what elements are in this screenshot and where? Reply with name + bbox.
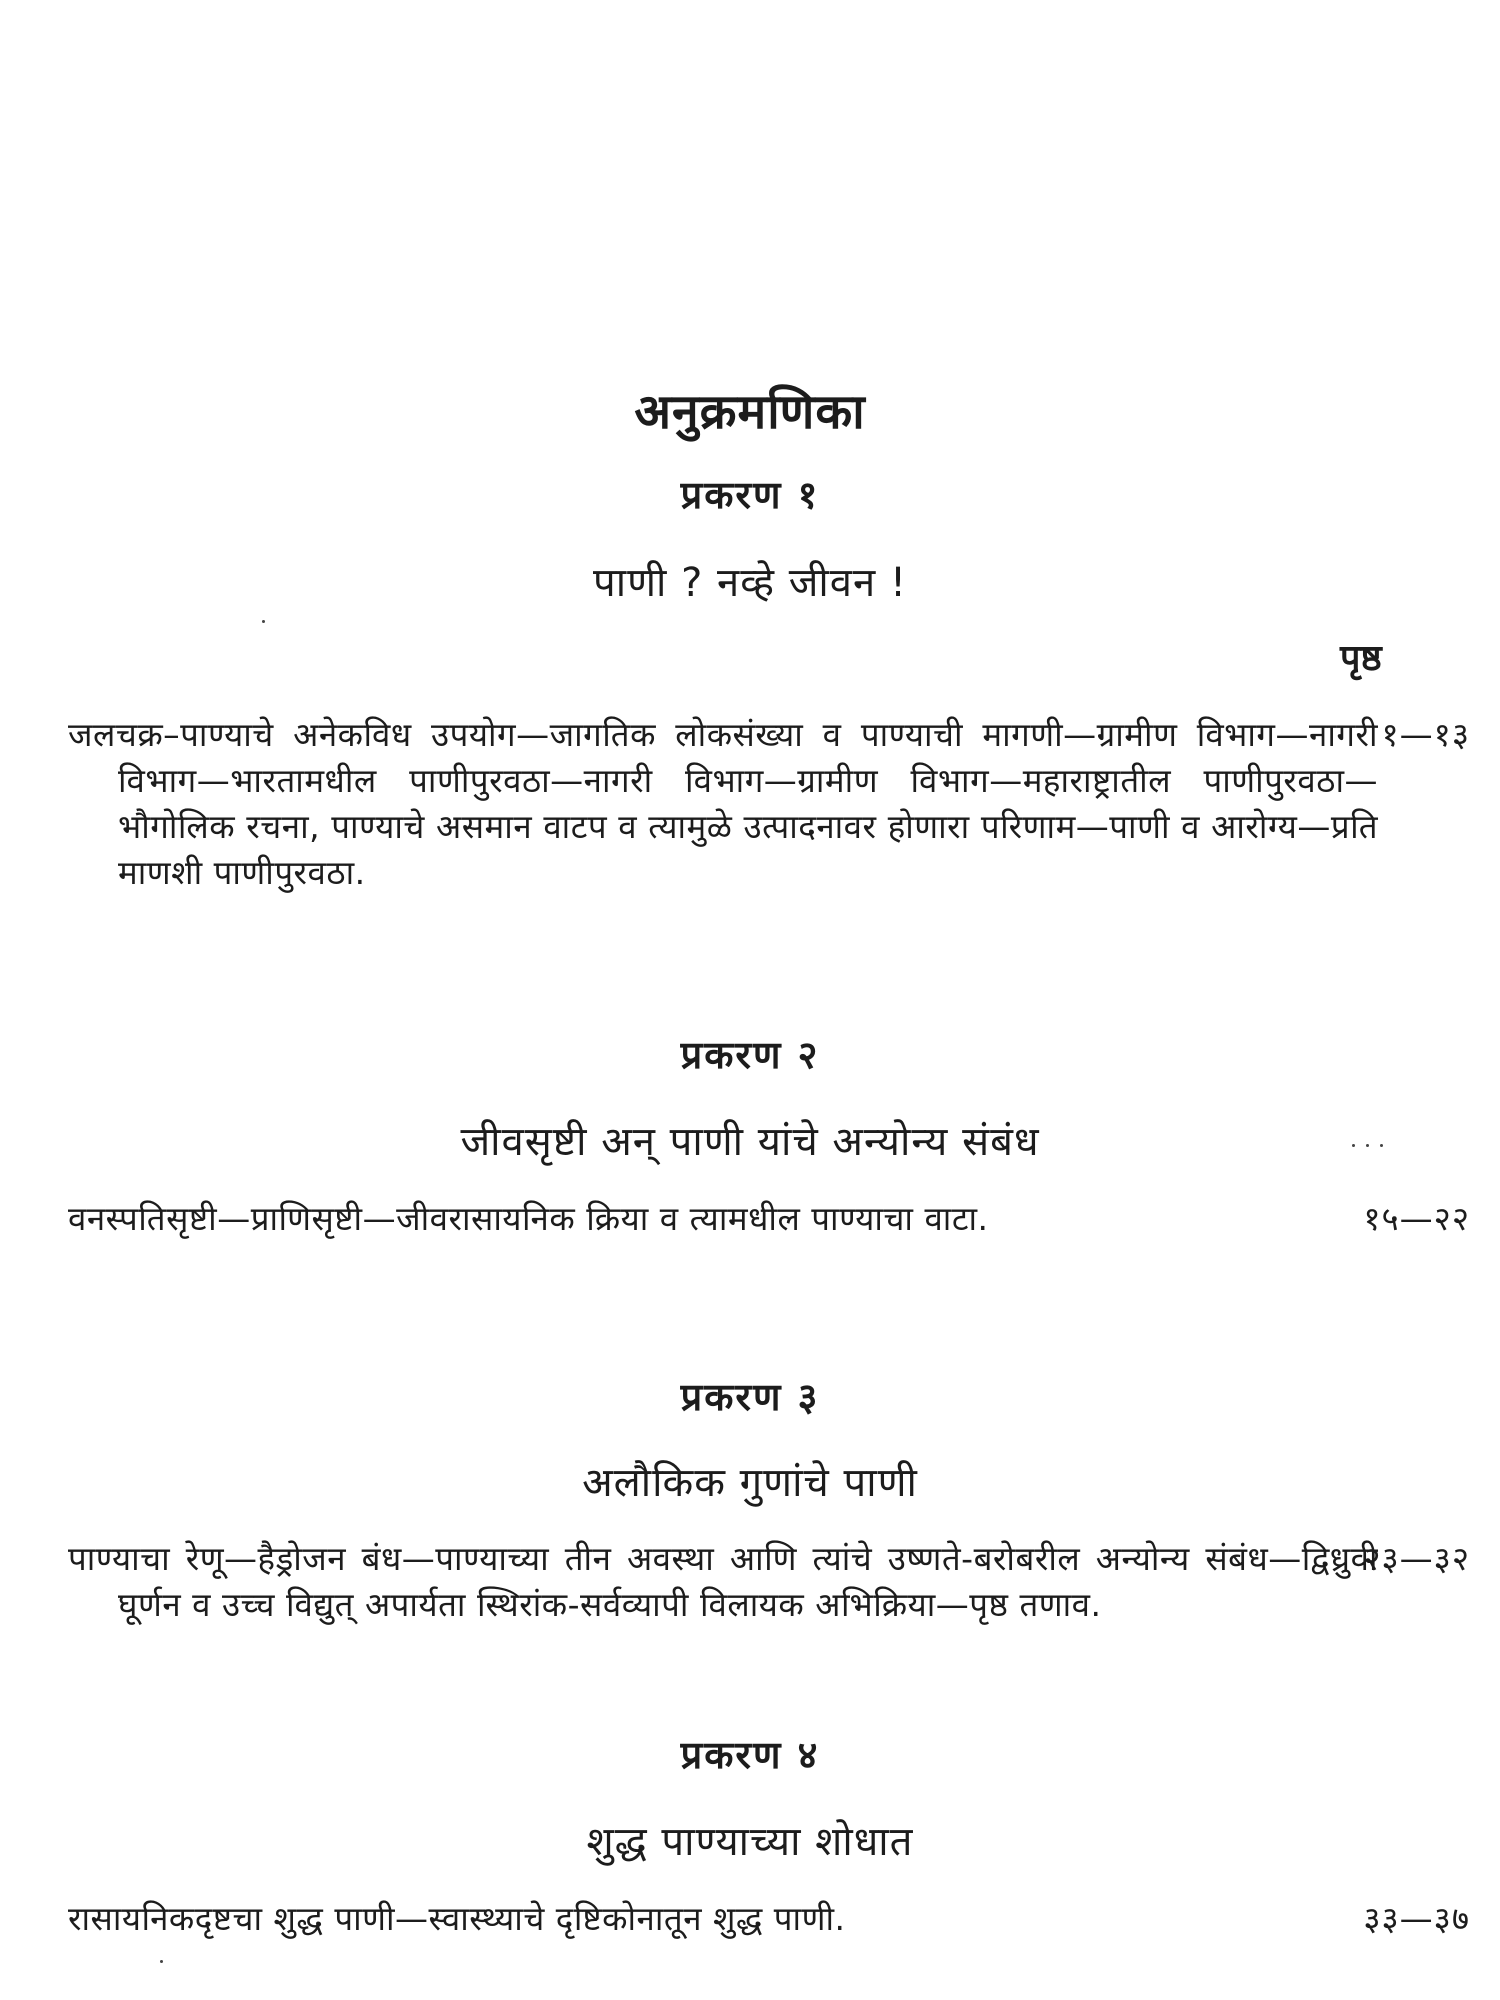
chapter-4-pages: ३३—३७ [1363,1899,1470,1938]
chapter-3-entry: पाण्याचा रेणू—हैड्रोजन बंध—पाण्याच्या तीन अवस्था आणि त्यांचे उष्णते-बरोबरील अन्योन्य संबंध—द्विध्रुवी घूर्णन व उच्च विद्युत् अपार्यता स्थिरांक-सर्वव्यापी विलायक अभिक्रिया—पृष्ठ तणाव. [68,1539,1378,1624]
chapter-3-label: प्रकरण ३ [680,1375,820,1419]
chapter-2-pages: १५—२२ [1363,1199,1470,1238]
chapter-1-entry: जलचक्र–पाण्याचे अनेकविध उपयोग—जागतिक लोकसंख्या व पाण्याची मागणी—ग्रामीण विभाग—नागरी विभाग—भारतामधील पाणीपुरवठा—नागरी विभाग—ग्रामीण विभाग—महाराष्ट्रातील पाणीपुरवठा—भौगोलिक रचना, पाण्याचे असमान वाटप व त्यामुळे उत्पादनावर होणारा परिणाम—पाणी व आरोग्य—प्रति माणशी पाणीपुरवठा. [68,715,1378,892]
scan-speck [1380,1144,1383,1147]
chapter-3-title: अलौकिक गुणांचे पाणी [582,1460,918,1506]
scan-speck [1366,1144,1369,1147]
chapter-2-entry: वनस्पतिसृष्टी—प्राणिसृष्टी—जीवरासायनिक क्रिया व त्यामधील पाण्याचा वाटा. [68,1199,989,1238]
scan-speck [160,1960,163,1963]
chapter-2-title: जीवसृष्टी अन् पाणी यांचे अन्योन्य संबंध [460,1119,1040,1165]
chapter-3-pages: २३—३२ [1363,1539,1470,1578]
page-column-heading: पृष्ठ [1340,638,1382,679]
chapter-4-label: प्रकरण ४ [680,1733,820,1777]
chapter-4-entry: रासायनिकदृष्टचा शुद्ध पाणी—स्वास्थ्याचे दृष्टिकोनातून शुद्ध पाणी. [68,1899,846,1938]
chapter-4-title: शुद्ध पाण्याच्या शोधात [586,1819,914,1865]
chapter-1-pages: १—१३ [1381,715,1470,754]
chapter-2-label: प्रकरण २ [680,1033,820,1077]
scan-speck [1352,1144,1355,1147]
toc-title: अनुक्रमणिका [634,384,866,440]
chapter-1-label: प्रकरण १ [680,473,820,517]
scan-speck [262,620,265,623]
chapter-1-title: पाणी ? नव्हे जीवन ! [593,560,907,606]
